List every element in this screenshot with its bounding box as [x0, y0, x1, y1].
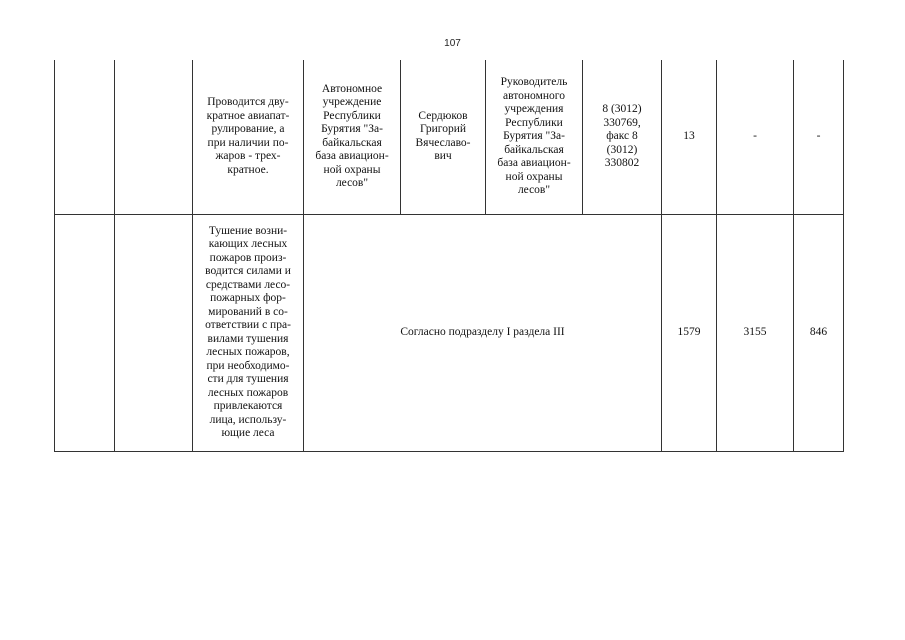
value-cell-3: 846 [794, 214, 844, 451]
empty-cell [55, 214, 115, 451]
forest-fire-measures-table [54, 60, 844, 452]
measure-cell: Проводится дву- кратное авиапат- рулирование, а при наличии по- жаров - трех- кратное. [193, 60, 304, 214]
table-row [55, 214, 844, 451]
value-cell-1: 1579 [662, 214, 717, 451]
phone-cell: 8 (3012) 330769, факс 8 (3012) 330802 [583, 60, 662, 214]
empty-cell [115, 60, 193, 214]
reference-cell: Согласно подразделу I раздела III [304, 214, 662, 451]
value-cell-2: - [717, 60, 794, 214]
empty-cell [115, 214, 193, 451]
measure-cell: Тушение возни- кающих лесных пожаров произ- водится силами и средствами лесо- пожарных фор- мирований в со- ответствии с пра- вилами тушения лесных пожаров, при необходимо- сти для тушения лесных пожаров привлекаются лица, использу- ющие леса [193, 214, 304, 451]
organization-cell: Автономное учреждение Республики Бурятия "За- байкальская база авиацион- ной охраны лесов" [304, 60, 401, 214]
responsible-person-cell: Сердюков Григорий Вячеславо- вич [401, 60, 486, 214]
value-cell-2: 3155 [717, 214, 794, 451]
empty-cell [55, 60, 115, 214]
page-number: 107 [444, 38, 461, 49]
position-cell: Руководитель автономного учреждения Республики Бурятия "За- байкальская база авиацион- ной охраны лесов" [486, 60, 583, 214]
table-row [55, 60, 844, 214]
value-cell-3: - [794, 60, 844, 214]
value-cell-1: 13 [662, 60, 717, 214]
